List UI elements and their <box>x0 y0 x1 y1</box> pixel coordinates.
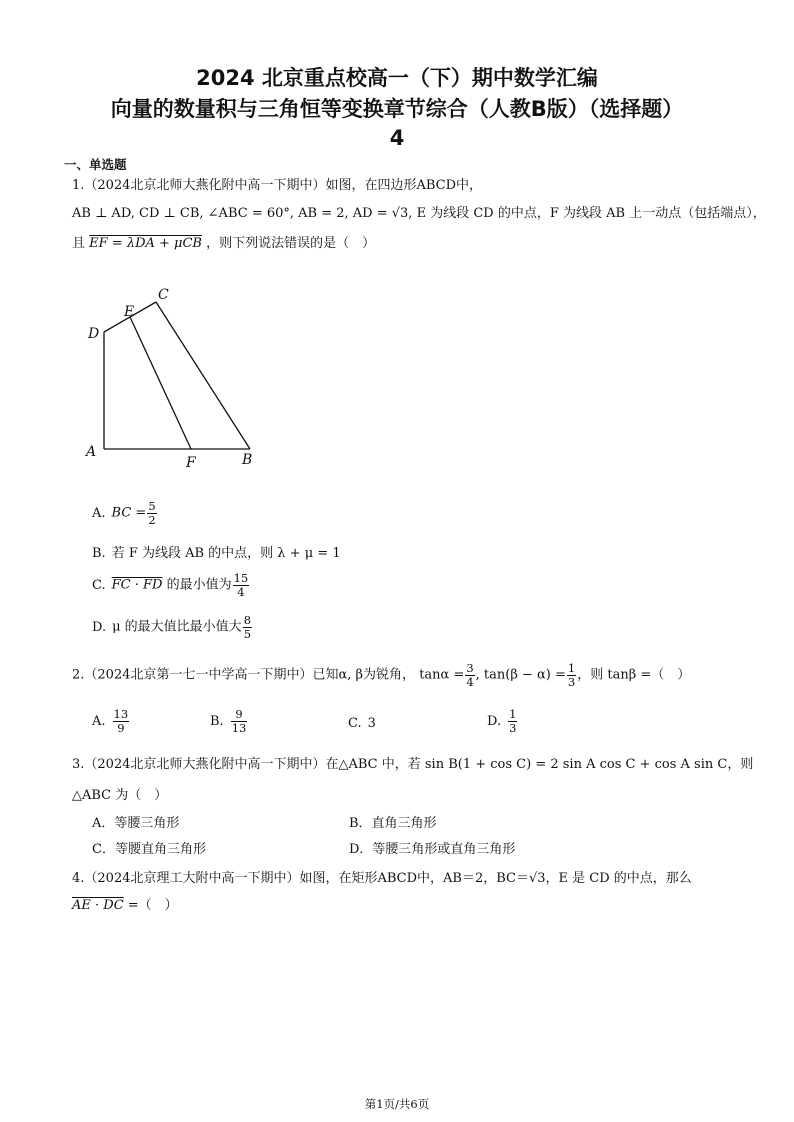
q1-line-1: 1.（2024北京北师大燕化附中高一下期中）如图，在四边形ABCD中， <box>72 178 483 193</box>
q3-line-2: △ABC 为（ ） <box>72 788 168 803</box>
fraction: $\frac{13}{9}$ <box>113 707 129 735</box>
fraction: $\frac{15}{4}$ <box>233 571 249 599</box>
segment-cb <box>156 302 250 449</box>
fraction: $\frac{1}{3}$ <box>567 661 576 689</box>
page-footer: 第1页/共6页 <box>364 1097 430 1111</box>
q1-vector-expression: EF = λDA + μCB <box>89 236 202 251</box>
fraction: $\frac{5}{2}$ <box>148 499 156 527</box>
fraction: $\frac{9}{13}$ <box>231 707 247 735</box>
document-title-line-2: 向量的数量积与三角恒等变换章节综合（人教B版）（选择题） <box>110 97 684 121</box>
q1-figure <box>84 282 274 472</box>
q2-option-c[interactable]: C. 3 <box>348 716 376 731</box>
q1-option-b[interactable]: B. 若 F 为线段 AB 的中点，则 λ + μ = 1 <box>92 546 341 561</box>
q1-option-a[interactable]: A. BC = $\frac{5}{2}$ <box>92 499 156 527</box>
q3-option-a[interactable]: A．等腰三角形 <box>92 816 180 831</box>
q1-line-2: AB ⊥ AD, CD ⊥ CB, ∠ABC = 60°, AB = 2, AD = √3, E 为线段 CD 的中点，F 为线段 AB 上一动点（包括端点）， <box>72 206 766 221</box>
q4-vector-expression: AE · DC <box>72 898 124 913</box>
fraction: $\frac{3}{4}$ <box>466 661 474 689</box>
q3-option-b[interactable]: B．直角三角形 <box>349 816 437 831</box>
fraction: $\frac{1}{3}$ <box>509 707 517 735</box>
label-e: E <box>124 304 135 320</box>
label-c: C <box>158 287 169 303</box>
q3-option-d[interactable]: D．等腰三角形或直角三角形 <box>349 842 516 857</box>
document-title-line-3: 4 <box>389 126 405 150</box>
segment-ef <box>130 317 191 449</box>
q1-option-c[interactable]: C. FC · FD 的最小值为 $\frac{15}{4}$ <box>92 571 249 599</box>
q2-option-a[interactable]: A. $\frac{13}{9}$ <box>92 707 129 735</box>
label-f: F <box>186 455 196 471</box>
document-title-line-1: 2024 北京重点校高一（下）期中数学汇编 <box>196 66 598 90</box>
q2-line: 2.（2024北京第一七一中学高一下期中）已知α, β为锐角， tanα = $\frac{3}{4}$ , tan(β − α) = $\frac{1}{3}$ ，则 tanβ =（ ） <box>72 661 691 689</box>
q1-line-3 <box>72 232 375 251</box>
q1-line-3-prefix: 且 <box>72 236 86 251</box>
label-a: A <box>86 444 97 460</box>
fraction: $\frac{8}{5}$ <box>243 613 252 641</box>
q2-option-b[interactable]: B. $\frac{9}{13}$ <box>210 707 247 735</box>
q4-line-1: 4.（2024北京理工大附中高一下期中）如图，在矩形ABCD中，AB＝2，BC＝√3，E 是 CD 的中点，那么 <box>72 871 692 886</box>
q3-option-c[interactable]: C．等腰直角三角形 <box>92 842 206 857</box>
label-b: B <box>242 452 253 468</box>
q3-line-1: 3.（2024北京北师大燕化附中高一下期中）在△ABC 中，若 sin B(1 + cos C) = 2 sin A cos C + cos A sin C，则 <box>72 757 754 772</box>
label-d: D <box>88 326 100 342</box>
section-heading: 一、单选题 <box>64 157 127 172</box>
q1-option-d[interactable]: D. μ 的最大值比最小值大 $\frac{8}{5}$ <box>92 613 252 641</box>
q4-line-2: AE · DC =（ ） <box>72 898 178 913</box>
q2-option-d[interactable]: D. $\frac{1}{3}$ <box>487 707 517 735</box>
q1-line-3-suffix: ，则下列说法错误的是（ ） <box>206 236 376 251</box>
